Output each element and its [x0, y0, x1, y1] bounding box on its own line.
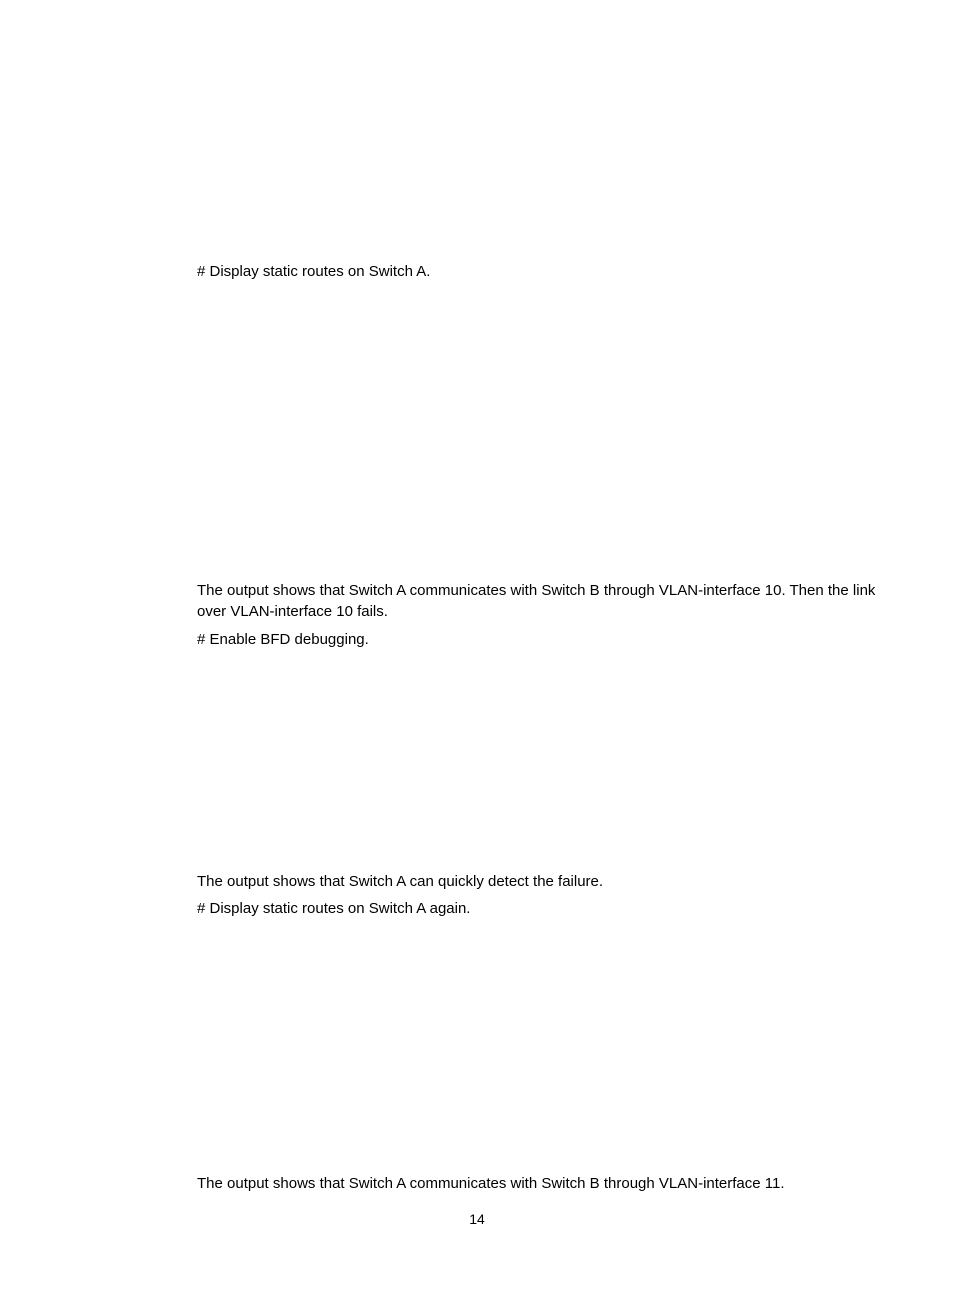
output-note-vlan11: The output shows that Switch A communicates with Switch B through VLAN-interface 11.: [197, 1175, 785, 1192]
page-number: 14: [469, 1211, 485, 1227]
output-note-vlan10: The output shows that Switch A communicates with Switch B through VLAN-interface 10. Then the link over VLAN-interface 10 fails.: [197, 582, 876, 620]
step-display-static-routes: # Display static routes on Switch A.: [197, 263, 431, 280]
output-note-failure-detected: The output shows that Switch A can quickly detect the failure.: [197, 873, 604, 890]
step-enable-bfd-debugging: # Enable BFD debugging.: [197, 631, 369, 648]
step-display-static-routes-again: # Display static routes on Switch A again.: [197, 900, 471, 917]
